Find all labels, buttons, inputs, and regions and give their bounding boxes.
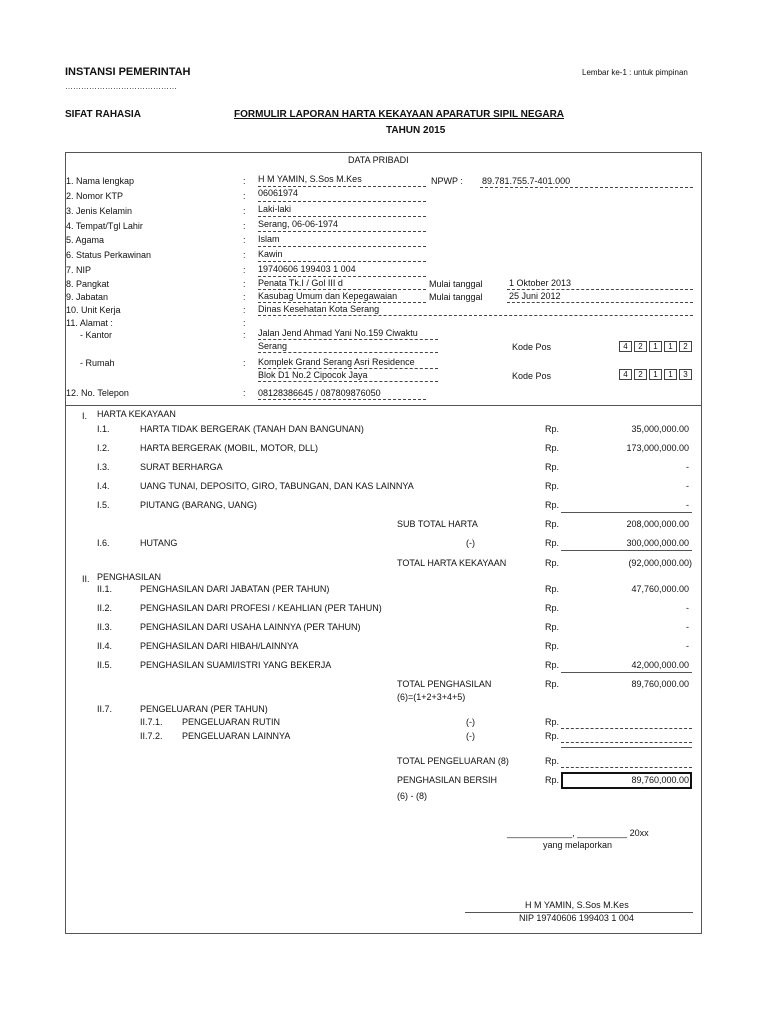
total-income-label: TOTAL PENGHASILAN xyxy=(397,679,492,689)
income-label: PENGHASILAN DARI HIBAH/LAINNYA xyxy=(140,641,299,651)
postal-digit: 2 xyxy=(634,369,647,380)
asset-label: HARTA BERGERAK (MOBIL, MOTOR, DLL) xyxy=(140,443,319,453)
value-npwp: 89.781.755.7-401.000 xyxy=(482,176,571,186)
expense-no: II.7. xyxy=(97,704,113,714)
signature-nip: NIP 19740606 199403 1 004 xyxy=(519,913,634,923)
signature-reporter: yang melaporkan xyxy=(543,840,613,850)
office-postal-label: Kode Pos xyxy=(512,342,552,352)
income-label: PENGHASILAN SUAMI/ISTRI YANG BEKERJA xyxy=(140,660,332,670)
rp-label: Rp. xyxy=(545,641,560,651)
debt-label: HUTANG xyxy=(140,538,178,548)
label-unit: 10. Unit Kerja xyxy=(66,305,121,315)
colon: : xyxy=(243,318,246,328)
rp-label: Rp. xyxy=(545,603,560,613)
value-name: H M YAMIN, S.Sos M.Kes xyxy=(258,174,362,184)
npwp-label: NPWP : xyxy=(431,176,463,186)
value-unit: Dinas Kesehatan Kota Serang xyxy=(258,304,380,314)
total-assets-label: TOTAL HARTA KEKAYAAN xyxy=(397,558,507,568)
colon: : xyxy=(243,235,246,245)
rp-label: Rp. xyxy=(545,500,560,510)
institution-dots: …………………………………… xyxy=(65,82,177,91)
income-value: 42,000,000.00 xyxy=(631,660,689,670)
label-religion: 5. Agama xyxy=(66,235,105,245)
rp-label: Rp. xyxy=(545,584,560,594)
total-assets-value: (92,000,000.00) xyxy=(628,558,692,568)
label-name: 1. Nama lengkap xyxy=(66,176,135,186)
label-birth: 4. Tempat/Tgl Lahir xyxy=(66,221,143,231)
minus-sign: (-) xyxy=(466,717,475,727)
expense-label: PENGELUARAN (PER TAHUN) xyxy=(140,704,268,714)
signature-name: H M YAMIN, S.Sos M.Kes xyxy=(525,900,629,910)
subtotal-label: SUB TOTAL HARTA xyxy=(397,519,478,529)
debt-no: I.6. xyxy=(97,538,110,548)
value-office-line1: Jalan Jend Ahmad Yani No.159 Ciwaktu xyxy=(258,328,418,338)
rp-label: Rp. xyxy=(545,660,560,670)
colon: : xyxy=(243,279,246,289)
expense-item-no: II.7.1. xyxy=(140,717,163,727)
income-label: PENGHASILAN DARI JABATAN (PER TAHUN) xyxy=(140,584,330,594)
postal-digit: 4 xyxy=(619,341,632,352)
income-no: II.1. xyxy=(97,584,113,594)
income-label: PENGHASILAN DARI USAHA LAINNYA (PER TAHUN) xyxy=(140,622,361,632)
label-position: 9. Jabatan xyxy=(66,292,109,302)
label-nip: 7. NIP xyxy=(66,265,92,275)
rp-label: Rp. xyxy=(545,622,560,632)
asset-value: - xyxy=(686,462,689,472)
rp-label: Rp. xyxy=(545,538,560,548)
rp-label: Rp. xyxy=(545,462,560,472)
signature-date-line: _____________, __________ 20xx xyxy=(507,828,649,838)
rp-label: Rp. xyxy=(545,731,560,741)
asset-value: - xyxy=(686,500,689,510)
rp-label: Rp. xyxy=(545,443,560,453)
value-nip: 19740606 199403 1 004 xyxy=(258,264,356,274)
asset-label: UANG TUNAI, DEPOSITO, GIRO, TABUNGAN, DAN KAS LAINNYA xyxy=(140,481,414,491)
form-year: TAHUN 2015 xyxy=(386,125,446,136)
net-income-value: 89,760,000.00 xyxy=(631,775,689,785)
income-value: - xyxy=(686,641,689,651)
rp-label: Rp. xyxy=(545,481,560,491)
label-office: - Kantor xyxy=(80,330,113,340)
label-ktp: 2. Nomor KTP xyxy=(66,191,124,201)
postal-digit: 1 xyxy=(649,341,662,352)
expense-item-label: PENGELUARAN LAINNYA xyxy=(182,731,291,741)
expense-item-no: II.7.2. xyxy=(140,731,163,741)
value-position-since: 25 Juni 2012 xyxy=(509,291,561,301)
assets-section-no: I. xyxy=(82,411,88,421)
value-rank: Penata Tk.I / Gol III d xyxy=(258,278,343,288)
income-no: II.4. xyxy=(97,641,113,651)
value-rank-since: 1 Oktober 2013 xyxy=(509,278,572,288)
home-postal-label: Kode Pos xyxy=(512,371,552,381)
section-divider xyxy=(65,405,702,406)
rp-label: Rp. xyxy=(545,679,560,689)
income-no: II.3. xyxy=(97,622,113,632)
sheet-note: Lembar ke-1 : untuk pimpinan xyxy=(582,68,688,77)
value-marital: Kawin xyxy=(258,249,283,259)
rp-label: Rp. xyxy=(545,424,560,434)
postal-digit: 1 xyxy=(649,369,662,380)
total-income-value: 89,760,000.00 xyxy=(631,679,689,689)
rp-label: Rp. xyxy=(545,519,560,529)
assets-section-title: HARTA KEKAYAAN xyxy=(97,409,176,419)
value-position: Kasubag Umum dan Kepegawaian xyxy=(258,291,398,301)
colon: : xyxy=(243,221,246,231)
colon: : xyxy=(243,330,246,340)
label-address: 11. Alamat : xyxy=(66,318,113,328)
personal-section-title: DATA PRIBADI xyxy=(348,155,409,165)
income-no: II.5. xyxy=(97,660,113,670)
value-birth: Serang, 06-06-1974 xyxy=(258,219,339,229)
label-home: - Rumah xyxy=(80,358,115,368)
postal-digit: 3 xyxy=(679,369,692,380)
label-rank: 8. Pangkat xyxy=(66,279,110,289)
label-gender: 3. Jenis Kelamin xyxy=(66,206,133,216)
debt-value: 300,000,000.00 xyxy=(626,538,689,548)
asset-value: 173,000,000.00 xyxy=(626,443,689,453)
income-value: - xyxy=(686,603,689,613)
home-postal-code xyxy=(619,369,694,380)
income-no: II.2. xyxy=(97,603,113,613)
income-value: - xyxy=(686,622,689,632)
asset-label: SURAT BERHARGA xyxy=(140,462,223,472)
position-since-label: Mulai tanggal xyxy=(429,292,483,302)
net-income-label: PENGHASILAN BERSIH xyxy=(397,775,498,785)
income-section-no: II. xyxy=(82,574,90,584)
asset-value: 35,000,000.00 xyxy=(631,424,689,434)
form-title: FORMULIR LAPORAN HARTA KEKAYAAN APARATUR SIPIL NEGARA xyxy=(234,109,565,120)
rp-label: Rp. xyxy=(545,775,560,785)
institution-name: INSTANSI PEMERINTAH xyxy=(65,66,191,78)
postal-digit: 2 xyxy=(679,341,692,352)
asset-no: I.2. xyxy=(97,443,110,453)
label-phone: 12. No. Telepon xyxy=(66,388,129,398)
colon: : xyxy=(243,191,246,201)
asset-label: HARTA TIDAK BERGERAK (TANAH DAN BANGUNAN) xyxy=(140,424,364,434)
value-phone: 08128386645 / 087809876050 xyxy=(258,388,381,398)
colon: : xyxy=(243,388,246,398)
rank-since-label: Mulai tanggal xyxy=(429,279,483,289)
asset-value: - xyxy=(686,481,689,491)
minus-sign: (-) xyxy=(466,538,475,548)
value-home-line2: Blok D1 No.2 Cipocok Jaya xyxy=(258,370,368,380)
office-postal-code xyxy=(619,341,694,352)
colon: : xyxy=(243,206,246,216)
rp-label: Rp. xyxy=(545,717,560,727)
colon: : xyxy=(243,250,246,260)
postal-digit: 2 xyxy=(634,341,647,352)
income-value: 47,760,000.00 xyxy=(631,584,689,594)
total-income-formula: (6)=(1+2+3+4+5) xyxy=(397,692,466,702)
asset-no: I.5. xyxy=(97,500,110,510)
value-religion: Islam xyxy=(258,234,280,244)
income-label: PENGHASILAN DARI PROFESI / KEAHLIAN (PER TAHUN) xyxy=(140,603,382,613)
colon: : xyxy=(243,305,246,315)
value-home-line1: Komplek Grand Serang Asri Residence xyxy=(258,357,415,367)
asset-no: I.1. xyxy=(97,424,110,434)
asset-label: PIUTANG (BARANG, UANG) xyxy=(140,500,257,510)
value-office-line2: Serang xyxy=(258,341,288,351)
colon: : xyxy=(243,176,246,186)
asset-no: I.3. xyxy=(97,462,110,472)
label-marital: 6. Status Perkawinan xyxy=(66,250,152,260)
colon: : xyxy=(243,358,246,368)
value-gender: Laki-laki xyxy=(258,204,292,214)
postal-digit: 1 xyxy=(664,369,677,380)
subtotal-value: 208,000,000.00 xyxy=(626,519,689,529)
net-income-formula: (6) - (8) xyxy=(397,791,427,801)
postal-digit: 1 xyxy=(664,341,677,352)
postal-digit: 4 xyxy=(619,369,632,380)
rp-label: Rp. xyxy=(545,558,560,568)
colon: : xyxy=(243,292,246,302)
rp-label: Rp. xyxy=(545,756,560,766)
income-section-title: PENGHASILAN xyxy=(97,572,162,582)
secrecy-label: SIFAT RAHASIA xyxy=(65,109,141,120)
value-ktp: 06061974 xyxy=(258,188,299,198)
asset-no: I.4. xyxy=(97,481,110,491)
expense-item-label: PENGELUARAN RUTIN xyxy=(182,717,281,727)
total-expense-label: TOTAL PENGELUARAN (8) xyxy=(397,756,509,766)
minus-sign: (-) xyxy=(466,731,475,741)
colon: : xyxy=(243,265,246,275)
